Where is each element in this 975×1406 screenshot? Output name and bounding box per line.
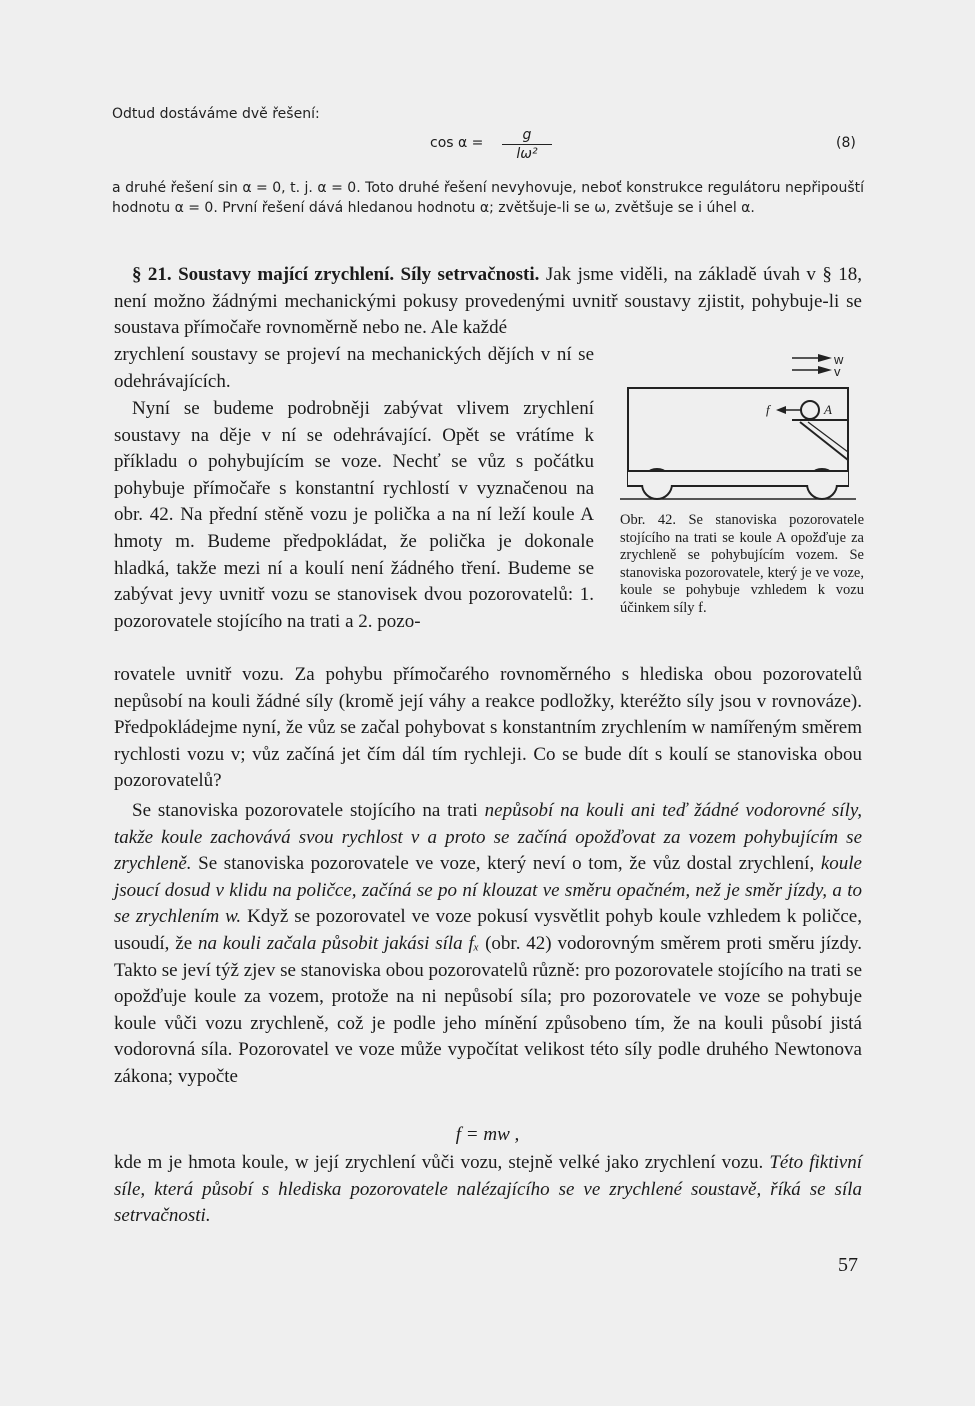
label-w: w — [834, 352, 844, 367]
paragraph-3 — [114, 798, 862, 1091]
body-lower-mask — [628, 471, 848, 485]
page-number: 57 — [838, 1254, 858, 1276]
paragraph-4-text: kde m je hmota koule, w její zrychlení vůči vozu, stejně velké jako zrychlení vozu. — [114, 1152, 770, 1173]
paragraph-3-italic-1: nepůsobí na kouli ani teď žádné vodorovné síly, takže koule zachovává svou rychlost v a proto se začíná opožďovat za vozem pohybujícím se zrychleně. — [114, 800, 862, 875]
wagon-diagram — [620, 348, 870, 508]
arrow-w-head — [818, 354, 832, 362]
paragraph-3-italic-3: na kouli začala působit jakási síla fₓ — [198, 932, 480, 954]
section-21-lead — [114, 262, 862, 342]
arrow-f-head — [776, 406, 786, 414]
paragraph-3-text-2: Se stanoviska pozorovatele ve voze, který neví o tom, že vůz dostal zrychlení, — [191, 853, 821, 875]
label-a: A — [824, 402, 832, 417]
paragraph-4-definition: Této fiktivní síle, která působí s hlediska pozorovatele nalézajícího se ve zrychlené soustavě, říká se síla setrvačnosti. — [114, 1152, 862, 1227]
section-sign: § 21. — [132, 264, 172, 285]
equation-8-denominator: lω² — [516, 146, 538, 162]
equation-8-lhs: cos α = — [430, 135, 484, 151]
equation-8-numerator: g — [522, 127, 532, 143]
paragraph-3-text-3: Když se pozorovatel ve voze pokusí vysvětlit pohyb koule vzhledem k poličce, usoudí, že — [114, 906, 862, 954]
equation-8 — [430, 128, 570, 168]
section-lead-continuation: zrychlení soustavy se projeví na mechanických dějích v ní se odehrávajících. — [114, 344, 594, 392]
ball-a — [801, 401, 819, 419]
label-v: v — [834, 364, 841, 379]
small-paragraph: a druhé řešení sin α = 0, t. j. α = 0. Toto druhé řešení nevyhovuje, neboť konstrukce regulátoru nepřipouští hodnotu α = 0. První řešení dává hledanou hodnotu α; zvětšuje-li se ω, zvětšuje se i úhel α. — [112, 180, 864, 216]
paragraph-3-text-4: (obr. 42) vodorovným směrem proti směru jízdy. Takto se jeví týž zjev se stanoviska obou pozorovatelů různě: pro pozorovatele stojícího na trati se opožďuje koule za vozem, protože na ni nepůsobí síla; pro pozorovatele ve voze se pohybuje koule vůči vozu zrychleně, což je podle jeho mínění způsobeno tím, že na kouli působí jistá vodorovná síla. Pozorovatel ve voze může vypočítat velikost této síly podle druhého Newtonova zákona; vypočte — [114, 932, 862, 1087]
shelf-support-inner — [808, 422, 848, 452]
figure-42 — [620, 348, 870, 508]
arrow-v-head — [818, 366, 832, 374]
paragraph-2-continuation: rovatele uvnitř vozu. Za pohybu přímočarého rovnoměrného s hlediska obou pozorovatelů nepůsobí na kouli žádné síly (kromě její váhy a reakce podložky, kteréžto síly jsou v rovnováze). Předpokládejme nyní, že vůz se začal pohybovat s konstantním zrychlením w namířeným směrem rychlosti vozu v; vůz začíná jet čím dál tím rychleji. Co se bude dít s koulí se stanoviska obou pozorovatelů? — [114, 664, 862, 792]
formula-f-mw: f = mw , — [455, 1124, 520, 1145]
intro-line: Odtud dostáváme dvě řešení: — [112, 106, 320, 122]
section-lead-text: Jak jsme viděli, na základě úvah v § 18, není možno žádnými mechanickými pokusy provedenými uvnitř soustavy zjistit, pohybuje-li se soustava přímočaře rovnoměrně nebo ne. Ale každé — [114, 264, 863, 339]
equation-8-number: (8) — [836, 135, 856, 151]
figure-caption: Obr. 42. Se stanoviska pozorovatele stojícího na trati se koule A opožďuje za zrychleně se pohybujícím vozem. Se stanoviska pozorovatele, který je ve voze, koule se pohybuje vzhledem k vozu účinkem síly f. — [620, 512, 864, 616]
paragraph-3-italic-2: koule jsoucí dosud v klidu na poličce, začíná se po ní klouzat ve směru opačném, než je směr jízdy, a to se zrychlením w. — [114, 853, 862, 928]
paragraph-3-text-1: Se stanoviska pozorovatele stojícího na trati — [132, 800, 485, 821]
paragraph-2: Nyní se budeme podrobněji zabývat vlivem zrychlení soustavy na děje v ní se odehrávající. Opět se vrátíme k příkladu o pohybujícím se voze. Nechť se vůz s počátku pohybuje přímočaře s konstantní rychlostí v vyznačenou na obr. 42. Na přední stěně vozu je polička a na ní leží koule A hmoty m. Budeme předpokládat, že polička je dokonale hladká, takže mezi ní a koulí není žádného tření. Budeme se zabývat jevy uvnitř vozu se stanovisek dvou pozorovatelů: 1. pozorovatele stojícího na trati a 2. pozo- — [114, 398, 594, 632]
equation-8-fraction — [502, 128, 552, 161]
label-f: f — [766, 402, 770, 417]
fraction-bar — [502, 144, 552, 145]
section-title: Soustavy mající zrychlení. Síly setrvačnosti. — [178, 264, 540, 285]
paragraph-4 — [114, 1150, 862, 1230]
shelf-support — [800, 422, 848, 460]
